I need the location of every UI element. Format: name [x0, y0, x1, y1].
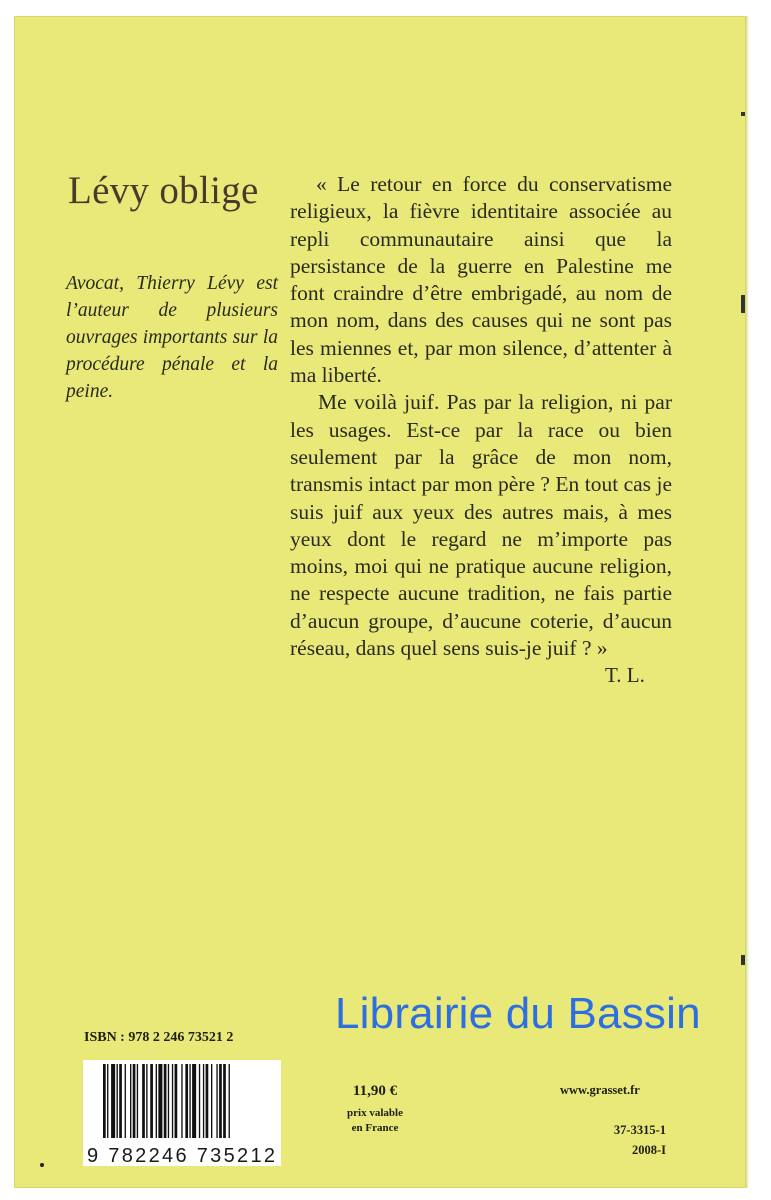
publisher-url: www.grasset.fr	[560, 1083, 640, 1097]
price-note	[330, 1106, 420, 1136]
barcode-bar	[142, 1064, 145, 1138]
author-bio: Avocat, Thierry Lévy est l’auteur de plusieurs ouvrages importants sur la procédure pénale et la peine.	[66, 273, 278, 402]
edge-mark	[741, 295, 745, 313]
barcode	[83, 1060, 281, 1166]
barcode-bar	[216, 1064, 217, 1138]
price-note-line: en France	[351, 1122, 399, 1134]
barcode-bar	[125, 1064, 126, 1138]
price-note-line: prix valable	[347, 1107, 403, 1119]
barcode-bar	[199, 1064, 200, 1138]
quote-paragraph: Me voilà juif. Pas par la religion, ni par les usages. Est-ce par la race ou bien seulement par la grâce de mon nom, transmis intact par mon père ? En tout cas je suis juif aux yeux des autres mais, à mes yeux dont le regard ne m’importe pas moins, moi qui ne pratique aucune religion, ne respecte aucune tradition, ne fais partie d’aucun groupe, d’aucune coterie, d’aucun réseau, dans quel sens suis-je juif ? »	[290, 390, 672, 661]
barcode-bar	[117, 1064, 118, 1138]
barcode-bar	[150, 1064, 153, 1138]
barcode-bar	[185, 1064, 188, 1138]
barcode-bar	[181, 1064, 182, 1138]
barcode-bar	[219, 1064, 222, 1138]
barcode-bar	[168, 1064, 169, 1138]
barcode-bar	[189, 1064, 190, 1138]
barcode-bar	[192, 1064, 196, 1138]
print-dot	[40, 1163, 44, 1167]
barcode-graphic	[83, 1060, 281, 1166]
author-initials: T. L.	[605, 663, 645, 687]
barcode-bar	[203, 1064, 204, 1138]
barcode-bar	[175, 1064, 178, 1138]
quote-paragraph: « Le retour en force du conservatisme religieux, la fièvre identitaire associée au repli communautaire ainsi que la persistance de la guerre en Palestine me font craindre d’être embrigadé, au nom de mon nom, dans des causes qui ne sont pas les miennes et, par mon silence, d’attenter à ma liberté.	[290, 172, 672, 388]
barcode-bar	[119, 1064, 122, 1138]
barcode-bar	[206, 1064, 209, 1138]
barcode-bar	[172, 1064, 173, 1138]
barcode-bar	[229, 1064, 230, 1138]
barcode-bar	[137, 1064, 138, 1138]
price-block	[330, 1083, 420, 1136]
isbn-text: ISBN : 978 2 246 73521 2	[84, 1030, 234, 1045]
ref-code-line: 37-3315-1	[613, 1123, 666, 1137]
barcode-bar	[158, 1064, 162, 1138]
seller-watermark: Librairie du Bassin	[335, 989, 701, 1038]
ref-code-line: 2008-I	[631, 1143, 666, 1157]
barcode-bar	[103, 1064, 106, 1138]
barcode-bar	[146, 1064, 147, 1138]
back-cover-quote	[290, 171, 672, 662]
barcode-number: 9 782246 735212	[87, 1145, 275, 1166]
barcode-bar	[111, 1064, 115, 1138]
barcode-bar	[156, 1064, 157, 1138]
price-value: 11,90 €	[352, 1083, 398, 1099]
book-title: Lévy oblige	[68, 169, 259, 212]
edge-mark	[741, 955, 745, 965]
barcode-bar	[107, 1064, 108, 1138]
barcode-bar	[130, 1064, 131, 1138]
edge-mark	[741, 112, 745, 116]
cover-edge	[745, 16, 749, 1188]
barcode-bar	[164, 1064, 167, 1138]
barcode-bar	[223, 1064, 226, 1138]
barcode-bar	[211, 1064, 212, 1138]
barcode-bar	[133, 1064, 136, 1138]
reference-codes	[602, 1120, 666, 1160]
